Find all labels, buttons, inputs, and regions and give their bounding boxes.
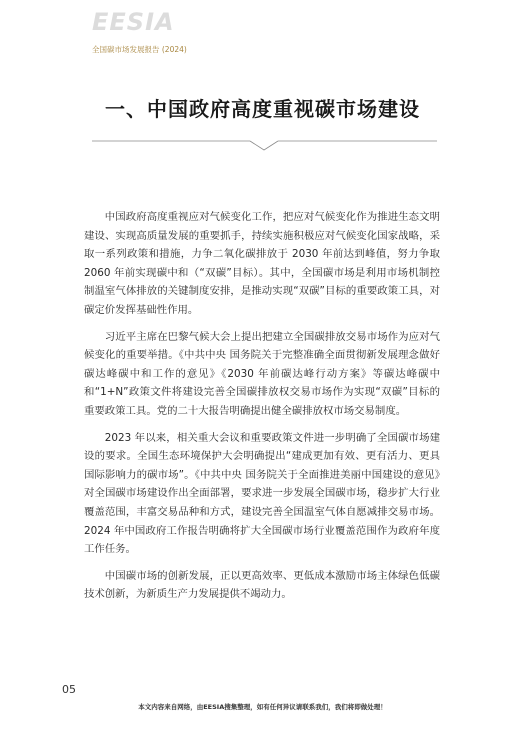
body-text (84, 208, 440, 612)
paragraph: 2023 年以来，相关重大会议和重要政策文件进一步明确了全国碳市场建设的要求。全国生态环境保护大会明确提出“建成更加有效、更有活力、更具国际影响力的碳市场”。《中共中央 国务院关于全面推进美丽中国建设的意见》对全国碳市场建设作出全面部署，要求进一步发展全国碳市场，稳步扩大行业覆盖范围，丰富交易品种和方式，建设完善全国温室气体自愿减排交易市场。2024 年中国政府工作报告明确将扩大全国碳市场行业覆盖范围作为政府年度工作任务。 (84, 431, 440, 556)
section-title: 一、中国政府高度重视碳市场建设 (105, 97, 420, 121)
paragraph: 中国碳市场的创新发展，正以更高效率、更低成本激励市场主体绿色低碳技术创新，为新质生产力发展提供不竭动力。 (84, 569, 440, 601)
report-subheader: 全国碳市场发展报告 (2024) (92, 45, 187, 54)
eesia-logo: EESIA (92, 8, 175, 36)
footer-disclaimer: 本文内容来自网络，由EESIA搜集整理，如有任何异议请联系我们，我们将即做处理！ (138, 703, 387, 711)
title-divider (92, 140, 437, 152)
paragraph: 中国政府高度重视应对气候变化工作，把应对气候变化作为推进生态文明建设、实现高质量发展的重要抓手，持续实施积极应对气候变化国家战略，采取一系列政策和措施，力争二氧化碳排放于 2030 年前达到峰值，努力争取 2060 年前实现碳中和（“双碳”目标）。其中，全国碳市场是利用市场机制控制温室气体排放的关键制度安排，是推动实现“双碳”目标的重要政策工具，对碳定价发挥基础性作用。 (84, 211, 440, 316)
paragraph: 习近平主席在巴黎气候大会上提出把建立全国碳排放交易市场作为应对气候变化的重要举措。《中共中央 国务院关于完整准确全面贯彻新发展理念做好碳达峰碳中和工作的意见》《2030 年前碳达峰行动方案》等碳达峰碳中和“1+N”政策文件将建设完善全国碳排放权交易市场作为实现“双碳”目标的重要政策工具。党的二十大报告明确提出健全碳排放权市场交易制度。 (84, 330, 440, 417)
page-number: 05 (62, 683, 76, 696)
